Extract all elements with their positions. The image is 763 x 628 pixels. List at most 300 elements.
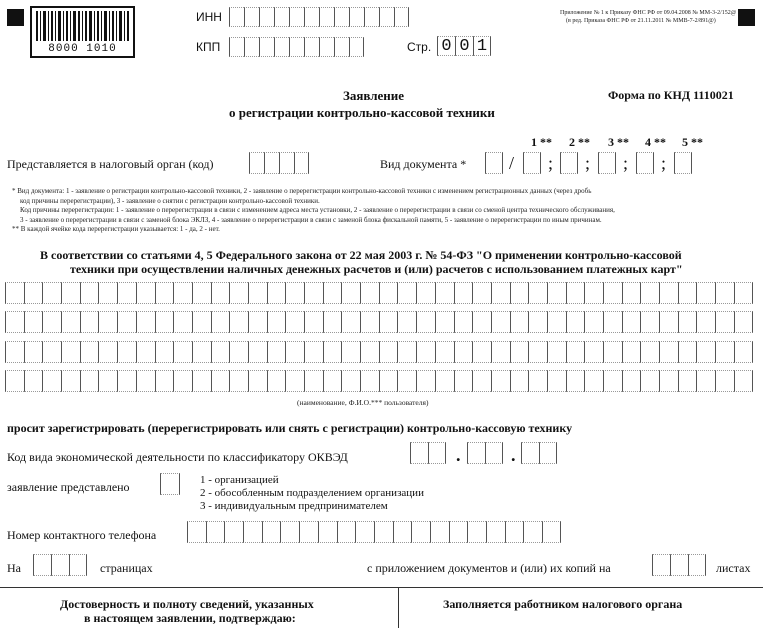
name-cell[interactable] [192,282,211,304]
phone-cell[interactable] [243,521,262,543]
kpp-cell[interactable] [334,37,349,57]
kpp-label: КПП [196,40,221,54]
rereg-reason-5-field[interactable] [674,152,692,174]
phone-cell[interactable] [337,521,356,543]
tax-authority-cell[interactable] [249,152,264,174]
phone-cell[interactable] [523,521,542,543]
doc-type-cell[interactable] [485,152,503,174]
name-cell[interactable] [24,370,43,392]
name-cell[interactable] [117,341,136,363]
phone-cell[interactable] [280,521,299,543]
kpp-field[interactable] [229,37,364,57]
name-cell[interactable] [454,311,473,333]
inn-cell[interactable] [319,7,334,27]
inn-cell[interactable] [379,7,394,27]
name-cell[interactable] [640,282,659,304]
name-cell[interactable] [678,341,697,363]
inn-cell[interactable] [229,7,244,27]
name-cell[interactable] [267,311,286,333]
footer-divider [0,587,763,588]
tax-authority-label: Представляется в налоговый орган (код) [7,157,214,171]
name-cell[interactable] [192,341,211,363]
name-cell[interactable] [136,282,155,304]
kpp-cell[interactable] [259,37,274,57]
phone-cell[interactable] [449,521,468,543]
phone-cell[interactable] [299,521,318,543]
footnote-line: ** В каждой ячейке кода перерегистрации указывается: 1 - да, 2 - нет. [12,225,220,233]
name-cell[interactable] [397,311,416,333]
name-cell[interactable] [397,282,416,304]
name-cell[interactable] [416,282,435,304]
tax-authority-cell[interactable] [294,152,309,174]
name-cell[interactable] [715,311,734,333]
name-cell[interactable] [229,370,248,392]
name-cell[interactable] [528,282,547,304]
sheets-cell[interactable] [652,554,670,576]
name-cell[interactable] [640,311,659,333]
name-cell[interactable] [603,282,622,304]
inn-cell[interactable] [304,7,319,27]
name-cell[interactable] [510,341,529,363]
name-cell[interactable] [584,341,603,363]
name-cell[interactable] [155,370,174,392]
name-cell[interactable] [622,370,641,392]
page-digit[interactable]: 1 [473,36,491,56]
name-cell[interactable] [192,370,211,392]
name-cell[interactable] [98,370,117,392]
name-row[interactable] [5,341,753,363]
doc-type-field[interactable] [485,152,503,174]
kpp-cell[interactable] [349,37,364,57]
annex-line: (в ред. Приказа ФНС РФ от 21.11.2011 № ММВ-7-2/891@) [566,18,716,24]
name-cell[interactable] [547,341,566,363]
form-title: Заявление [343,88,405,103]
name-cell[interactable] [360,311,379,333]
name-cell[interactable] [173,341,192,363]
sheets-cell[interactable] [670,554,688,576]
phone-cell[interactable] [505,521,524,543]
okved-cell[interactable] [410,442,428,464]
name-cell[interactable] [566,282,585,304]
name-cell[interactable] [584,311,603,333]
name-cell[interactable] [211,311,230,333]
pages-count-field[interactable] [33,554,87,576]
name-cell[interactable] [547,311,566,333]
rereg-reason-cell[interactable] [636,152,654,174]
name-cell[interactable] [491,341,510,363]
name-cell[interactable] [510,370,529,392]
confirmation-heading: в настоящем заявлении, подтверждаю: [84,611,296,625]
okved-part-1[interactable] [410,442,446,464]
name-cell[interactable] [98,341,117,363]
rereg-reason-cell[interactable] [598,152,616,174]
name-cell[interactable] [229,311,248,333]
name-cell[interactable] [192,311,211,333]
name-cell[interactable] [341,341,360,363]
rereg-reason-3-field[interactable] [598,152,616,174]
barcode-icon [32,8,133,42]
doc-type-label: Вид документа * [380,157,467,171]
inn-field[interactable] [229,7,409,27]
tax-officer-heading: Заполняется работником налогового органа [443,597,683,611]
name-cell[interactable] [267,370,286,392]
name-cell[interactable] [267,341,286,363]
annex-line: Приложение № 1 к Приказу ФНС РФ от 09.04.2008 № ММ-3-2/152@ [560,10,737,16]
sheets-count-field[interactable] [652,554,706,576]
inn-cell[interactable] [274,7,289,27]
name-cell[interactable] [61,370,80,392]
name-cell[interactable] [659,311,678,333]
name-cell[interactable] [173,311,192,333]
name-cell[interactable] [622,311,641,333]
name-cell[interactable] [454,341,473,363]
name-cell[interactable] [734,341,753,363]
name-row[interactable] [5,370,753,392]
name-cell[interactable] [304,341,323,363]
name-cell[interactable] [211,341,230,363]
name-cell[interactable] [678,370,697,392]
phone-cell[interactable] [262,521,281,543]
name-cell[interactable] [640,370,659,392]
name-cell[interactable] [678,282,697,304]
name-cell[interactable] [715,282,734,304]
name-cell[interactable] [98,282,117,304]
name-cell[interactable] [734,311,753,333]
name-cell[interactable] [547,370,566,392]
name-cell[interactable] [454,282,473,304]
name-cell[interactable] [80,370,99,392]
name-cell[interactable] [42,341,61,363]
name-cell[interactable] [472,370,491,392]
tax-authority-cell[interactable] [279,152,294,174]
name-cell[interactable] [659,341,678,363]
kpp-cell[interactable] [229,37,244,57]
submitted-option: 1 - организацией [200,474,279,486]
page-digit[interactable]: 0 [455,36,473,56]
name-cell[interactable] [379,282,398,304]
phone-cell[interactable] [355,521,374,543]
name-cell[interactable] [304,282,323,304]
name-cell[interactable] [416,341,435,363]
name-cell[interactable] [696,370,715,392]
submitted-by-field[interactable] [160,473,180,495]
name-cell[interactable] [678,311,697,333]
submitted-label: заявление представлено [7,480,130,494]
phone-cell[interactable] [430,521,449,543]
name-cell[interactable] [734,282,753,304]
tax-authority-code-field[interactable] [249,152,309,174]
name-cell[interactable] [155,341,174,363]
name-cell[interactable] [136,370,155,392]
name-cell[interactable] [173,370,192,392]
phone-cell[interactable] [224,521,243,543]
kpp-cell[interactable] [289,37,304,57]
rereg-reason-4-field[interactable] [636,152,654,174]
name-cell[interactable] [510,282,529,304]
pages-on-label: На [7,561,21,575]
name-cell[interactable] [24,341,43,363]
sheets-label: листах [716,561,751,575]
footer-vertical-divider [398,587,399,628]
pages-cell[interactable] [51,554,69,576]
kpp-cell[interactable] [319,37,334,57]
name-cell[interactable] [622,341,641,363]
phone-cell[interactable] [374,521,393,543]
name-cell[interactable] [248,282,267,304]
okved-part-3[interactable] [521,442,557,464]
name-row[interactable] [5,311,753,333]
name-cell[interactable] [42,311,61,333]
name-cell[interactable] [603,341,622,363]
submitted-by-cell[interactable] [160,473,180,495]
fraction-slash: / [509,153,515,173]
kpp-cell[interactable] [304,37,319,57]
okved-cell[interactable] [428,442,446,464]
okved-cell[interactable] [539,442,557,464]
name-cell[interactable] [5,370,24,392]
phone-cell[interactable] [393,521,412,543]
name-cell[interactable] [248,370,267,392]
name-cell[interactable] [435,311,454,333]
name-cell[interactable] [566,341,585,363]
barcode-number: 8000 1010 [48,43,117,55]
name-cell[interactable] [304,311,323,333]
name-cell[interactable] [136,341,155,363]
phone-cell[interactable] [542,521,561,543]
name-cell[interactable] [622,282,641,304]
corner-marker [738,9,755,26]
name-cell[interactable] [24,311,43,333]
okved-dot: . [511,445,516,465]
name-cell[interactable] [173,282,192,304]
name-cell[interactable] [360,370,379,392]
law-reference: техники при осуществлении наличных денежных расчетов и (или) расчетов с использованием платежных карт" [70,262,683,276]
name-cell[interactable] [360,282,379,304]
rereg-reason-cell[interactable] [523,152,541,174]
pages-cell[interactable] [33,554,51,576]
pages-cell[interactable] [69,554,87,576]
name-cell[interactable] [491,282,510,304]
name-cell[interactable] [379,311,398,333]
name-cell[interactable] [323,370,342,392]
name-cell[interactable] [472,311,491,333]
phone-field[interactable] [187,521,561,543]
name-cell[interactable] [659,282,678,304]
rereg-reason-2-field[interactable] [560,152,578,174]
okved-cell[interactable] [485,442,503,464]
name-cell[interactable] [603,311,622,333]
name-cell[interactable] [323,341,342,363]
name-cell[interactable] [659,370,678,392]
name-cell[interactable] [416,311,435,333]
name-cell[interactable] [5,282,24,304]
name-cell[interactable] [715,370,734,392]
name-cell[interactable] [491,311,510,333]
name-cell[interactable] [379,370,398,392]
kpp-cell[interactable] [244,37,259,57]
name-cell[interactable] [547,282,566,304]
name-cell[interactable] [472,282,491,304]
name-cell[interactable] [341,311,360,333]
rereg-reason-cell[interactable] [560,152,578,174]
okved-part-2[interactable] [467,442,503,464]
name-cell[interactable] [80,311,99,333]
footnote-doc-type [12,187,615,235]
name-cell[interactable] [435,341,454,363]
name-cell[interactable] [211,370,230,392]
separator: ; [548,153,554,173]
name-cell[interactable] [696,282,715,304]
name-caption: (наименование, Ф.И.О.*** пользователя) [297,398,429,407]
name-cell[interactable] [323,311,342,333]
doc-type-col-label: 1 ** [531,135,552,149]
name-cell[interactable] [136,311,155,333]
name-cell[interactable] [229,282,248,304]
okved-cell[interactable] [521,442,539,464]
phone-cell[interactable] [187,521,206,543]
name-cell[interactable] [528,311,547,333]
pages-label: страницах [100,561,153,575]
separator: ; [661,153,667,173]
name-cell[interactable] [229,341,248,363]
name-cell[interactable] [98,311,117,333]
inn-cell[interactable] [334,7,349,27]
separator: ; [623,153,629,173]
phone-cell[interactable] [206,521,225,543]
name-cell[interactable] [341,370,360,392]
page-digit[interactable]: 0 [437,36,455,56]
inn-cell[interactable] [364,7,379,27]
footnote-line: код причины перерегистрации), 3 - заявление о снятии с регистрации контрольно-кассовой техники. [20,196,320,205]
page-number-field[interactable] [437,36,491,56]
inn-cell[interactable] [244,7,259,27]
request-text: просит зарегистрировать (перерегистрировать или снять с регистрации) контрольно-кассовую технику [7,421,573,435]
name-cell[interactable] [584,282,603,304]
name-cell[interactable] [566,370,585,392]
name-cell[interactable] [435,370,454,392]
confirmation-heading: Достоверность и полноту сведений, указанных [60,597,314,611]
name-cell[interactable] [584,370,603,392]
footnote-line: 3 - заявление о перерегистрации в связи с заменой блока ЭКЛЗ, 4 - заявление о перерегистрации в связи с заменой блока фискальной памяти, 5 - заявление о перерегистрации по иным причинам. [20,215,602,224]
footnote-line: * Вид документа: 1 - заявление о регистрации контрольно-кассовой техники, 2 - заявление о перерегистрации контрольно-кассовой техники с изменением регистрационных данных (через дробь [12,187,592,195]
name-cell[interactable] [528,341,547,363]
name-cell[interactable] [61,311,80,333]
name-cell[interactable] [80,282,99,304]
name-cell[interactable] [304,370,323,392]
inn-cell[interactable] [259,7,274,27]
name-cell[interactable] [435,282,454,304]
name-cell[interactable] [248,311,267,333]
phone-cell[interactable] [486,521,505,543]
attachments-label: с приложением документов и (или) их копий на [367,561,611,575]
name-cell[interactable] [323,282,342,304]
phone-label: Номер контактного телефона [7,528,157,542]
name-cell[interactable] [416,370,435,392]
name-cell[interactable] [603,370,622,392]
law-reference: В соответствии со статьями 4, 5 Федерального закона от 22 мая 2003 г. № 54-ФЗ "О применении контрольно-кассовой [40,248,682,262]
name-cell[interactable] [42,370,61,392]
submitted-option: 2 - обособленным подразделением организации [200,487,424,499]
name-cell[interactable] [5,311,24,333]
name-cell[interactable] [117,282,136,304]
phone-cell[interactable] [467,521,486,543]
okved-cell[interactable] [467,442,485,464]
barcode [30,6,135,58]
name-cell[interactable] [696,341,715,363]
name-cell[interactable] [117,370,136,392]
name-cell[interactable] [248,341,267,363]
submitted-option: 3 - индивидуальным предпринимателем [200,500,388,512]
name-cell[interactable] [42,282,61,304]
inn-cell[interactable] [289,7,304,27]
name-cell[interactable] [285,311,304,333]
separator: ; [585,153,591,173]
sheets-cell[interactable] [688,554,706,576]
name-cell[interactable] [285,282,304,304]
rereg-reason-cell[interactable] [674,152,692,174]
okved-dot: . [456,445,461,465]
form-code: Форма по КНД 1110021 [608,88,734,102]
name-cell[interactable] [454,370,473,392]
name-cell[interactable] [528,370,547,392]
name-cell[interactable] [696,311,715,333]
name-cell[interactable] [510,311,529,333]
name-cell[interactable] [117,311,136,333]
page-label: Стр. [407,40,432,54]
okved-label: Код вида экономической деятельности по классификатору ОКВЭД [7,450,348,464]
rereg-reason-1-field[interactable] [523,152,541,174]
kpp-cell[interactable] [274,37,289,57]
name-cell[interactable] [379,341,398,363]
name-cell[interactable] [61,341,80,363]
name-cell[interactable] [24,282,43,304]
corner-marker [7,9,24,26]
name-cell[interactable] [472,341,491,363]
name-cell[interactable] [491,370,510,392]
name-cell[interactable] [397,370,416,392]
doc-type-col-label: 3 ** [608,135,629,149]
name-cell[interactable] [5,341,24,363]
phone-cell[interactable] [411,521,430,543]
doc-type-col-label: 2 ** [569,135,590,149]
name-row[interactable] [5,282,753,304]
name-cell[interactable] [360,341,379,363]
form-subtitle: о регистрации контрольно-кассовой техники [229,105,495,120]
name-cell[interactable] [155,282,174,304]
tax-authority-cell[interactable] [264,152,279,174]
name-cell[interactable] [267,282,286,304]
name-cell[interactable] [61,282,80,304]
name-cell[interactable] [211,282,230,304]
name-cell[interactable] [640,341,659,363]
doc-type-col-label: 4 ** [645,135,666,149]
name-cell[interactable] [285,370,304,392]
footnote-line: Код причины перерегистрации: 1 - заявление о перерегистрации в связи с изменением адреса места установки, 2 - заявление о перерегистрации в связи со сменой центра технического обслуживания, [20,206,615,214]
name-cell[interactable] [155,311,174,333]
name-cell[interactable] [734,370,753,392]
phone-cell[interactable] [318,521,337,543]
name-cell[interactable] [397,341,416,363]
doc-type-col-label: 5 ** [682,135,703,149]
inn-cell[interactable] [349,7,364,27]
name-cell[interactable] [715,341,734,363]
name-cell[interactable] [341,282,360,304]
name-cell[interactable] [566,311,585,333]
name-cell[interactable] [285,341,304,363]
name-cell[interactable] [80,341,99,363]
inn-cell[interactable] [394,7,409,27]
inn-label: ИНН [196,10,222,24]
